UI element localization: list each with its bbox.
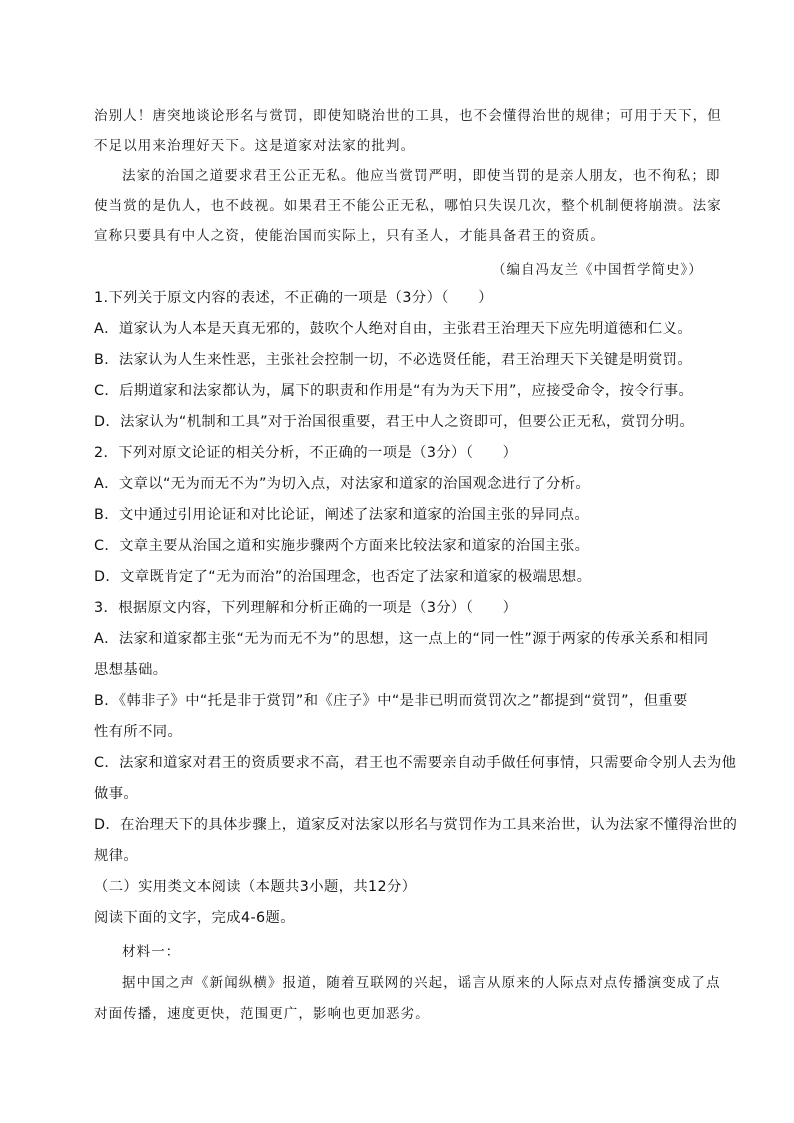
material-line: 对面传播，速度更快，范围更广，影响也更加恶劣。 <box>94 1006 430 1022</box>
answer-option-continued: 思想基础。 <box>94 662 168 678</box>
answer-option: C．后期道家和法家都认为，属下的职责和作用是“有为为天下用”，应接受命令，按令行事。 <box>94 383 694 399</box>
question-stem: 2．下列对原文论证的相关分析，不正确的一项是（3分）（ ） <box>94 445 518 461</box>
answer-option: A．法家和道家都主张“无为而无不为”的思想，这一点上的“同一性”源于两家的传承关系和相同 <box>94 631 709 647</box>
passage-line: 宣称只要具有中人之资，使能治国而实际上，只有圣人，才能具备君王的资质。 <box>94 228 605 244</box>
answer-option: D．文章既肯定了“无为而治”的治国理念，也否定了法家和道家的极端思想。 <box>94 569 592 585</box>
answer-option-continued: 规律。 <box>94 848 139 864</box>
answer-option: A．道家认为人本是天真无邪的，鼓吹个人绝对自由，主张君王治理天下应先明道德和仁义。 <box>94 321 693 337</box>
answer-option-continued: 做事。 <box>94 786 139 802</box>
passage-line: 使当赏的是仇人，也不歧视。如果君王不能公正无私，哪怕只失误几次，整个机制便将崩溃。法家 <box>94 198 722 214</box>
material-label: 材料一： <box>122 944 181 960</box>
answer-option: D．法家认为“机制和工具”对于治国很重要，君王中人之资即可，但要公正无私，赏罚分明。 <box>94 414 695 430</box>
question-stem: 3．根据原文内容，下列理解和分析正确的一项是（3分）（ ） <box>94 600 518 616</box>
section-heading: （二）实用类文本阅读（本题共3小题，共12分） <box>94 879 417 895</box>
answer-option: D．在治理天下的具体步骤上，道家反对法家以形名与赏罚作为工具来治世，认为法家不懂得治世的 <box>94 817 738 833</box>
answer-option-continued: 性有所不同。 <box>94 724 183 740</box>
answer-option: B．法家认为人生来性恶，主张社会控制一切，不必选贤任能，君王治理天下关键是明赏罚。 <box>94 352 693 368</box>
answer-option: B．《韩非子》中“托是非于赏罚”和《庄子》中“是非已明而赏罚次之”都提到“赏罚”，但重要 <box>94 693 688 709</box>
answer-option: A．文章以“无为而无不为”为切入点，对法家和道家的治国观念进行了分析。 <box>94 476 591 492</box>
passage-line: 治别人！唐突地谈论形名与赏罚，即使知晓治世的工具，也不会懂得治世的规律；可用于天下，但 <box>94 108 722 124</box>
material-line: 据中国之声《新闻纵横》报道，随着互联网的兴起，谣言从原来的人际点对点传播演变成了点 <box>122 975 721 991</box>
section-instruction: 阅读下面的文字，完成4-6题。 <box>94 910 295 926</box>
passage-line: 法家的治国之道要求君王公正无私。他应当赏罚严明，即使当罚的是亲人朋友，也不徇私；即 <box>122 168 721 184</box>
passage-source: （编自冯友兰《中国哲学简史》） <box>492 262 703 278</box>
question-stem: 1.下列关于原文内容的表述，不正确的一项是（3分）（ ） <box>94 290 493 306</box>
answer-option: C．法家和道家对君王的资质要求不高，君王也不需要亲自动手做任何事情，只需要命令别人去为他 <box>94 755 737 771</box>
answer-option: C．文章主要从治国之道和实施步骤两个方面来比较法家和道家的治国主张。 <box>94 538 590 554</box>
answer-option: B．文中通过引用论证和对比论证，阐述了法家和道家的治国主张的异同点。 <box>94 507 590 523</box>
passage-line: 不足以用来治理好天下。这是道家对法家的批判。 <box>94 138 416 154</box>
